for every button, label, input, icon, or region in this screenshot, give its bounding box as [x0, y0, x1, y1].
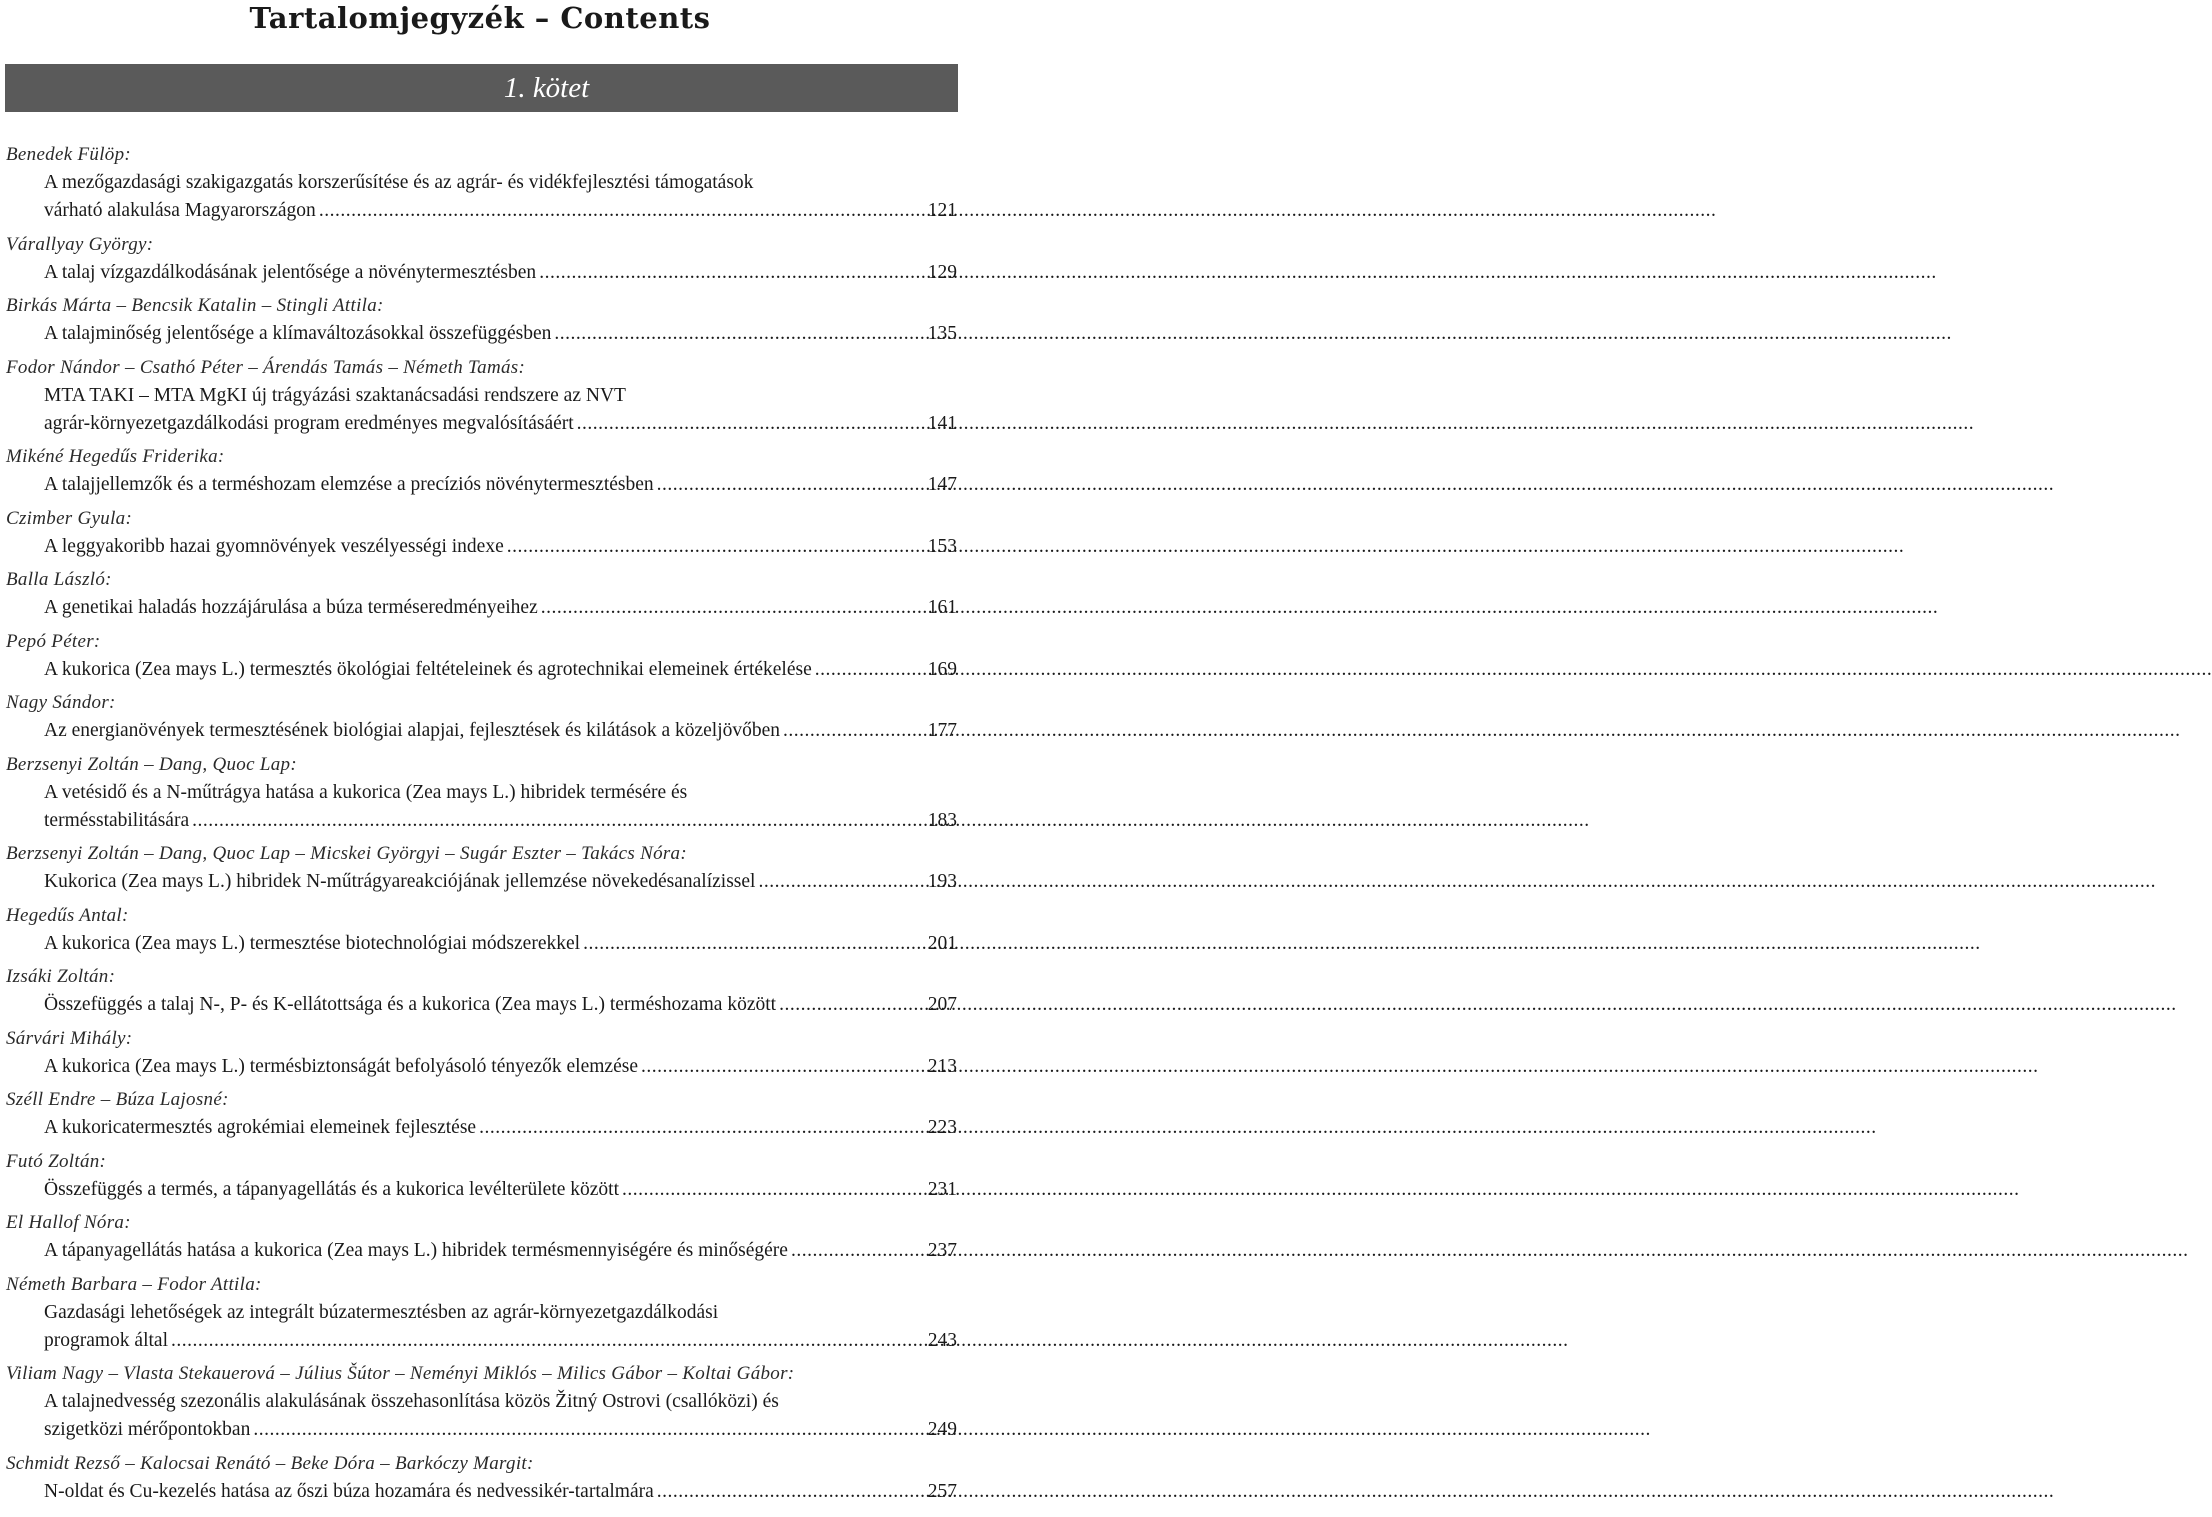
toc-entry-title: N-oldat és Cu-kezelés hatása az őszi búza hozamára és nedvessikér-tartalmára: [44, 1480, 654, 1502]
toc-entry-title-line: [0, 1299, 960, 1327]
toc-entry-author: Izsáki Zoltán:: [6, 966, 116, 987]
toc-entry-page-number[interactable]: 207: [927, 994, 957, 1015]
toc-entry-page-number[interactable]: 257: [927, 1480, 957, 1502]
dot-leader: [507, 533, 925, 561]
toc-entry-title-line: [0, 594, 960, 622]
toc-entry-author: Schmidt Rezső – Kalocsai Renátó – Beke Dóra – Barkóczy Margit:: [6, 1452, 534, 1474]
dot-leader: [783, 717, 925, 745]
toc-entry-author: Fodor Nándor – Csathó Péter – Árendás Tamás – Németh Tamás:: [6, 356, 526, 378]
toc-entry[interactable]: [0, 751, 960, 835]
toc-entry[interactable]: [0, 505, 960, 561]
toc-entry-author: Berzsenyi Zoltán – Dang, Quoc Lap:: [6, 753, 297, 775]
toc-entry[interactable]: [0, 1209, 960, 1265]
toc-entry-page-number[interactable]: 161: [927, 597, 957, 618]
toc-entry-title: A kukorica (Zea mays L.) termesztés ökológiai feltételeinek és agrotechnikai elemeinek értékelése: [44, 658, 812, 680]
toc-entry-page-number[interactable]: 129: [927, 261, 957, 283]
toc-entry-page-number[interactable]: 193: [927, 871, 957, 892]
toc-entry-page-number[interactable]: 177: [927, 720, 957, 741]
toc-entry-author: Széll Endre – Búza Lajosné:: [6, 1089, 229, 1110]
toc-entry-title: Gazdasági lehetőségek az integrált búzatermesztésben az agrár-környezetgazdálkodási: [44, 1301, 719, 1323]
toc-entry-page-number[interactable]: 141: [927, 412, 957, 434]
toc-entry-author: Németh Barbara – Fodor Attila:: [6, 1273, 262, 1295]
toc-entry-title: agrár-környezetgazdálkodási program eredményes megvalósításáért: [44, 412, 574, 434]
toc-entry[interactable]: [0, 689, 960, 745]
dot-leader: [758, 868, 924, 896]
toc-entry-title-line: [0, 1388, 960, 1416]
toc-entry-title: A leggyakoribb hazai gyomnövények veszélyességi indexe: [44, 535, 504, 557]
toc-entry[interactable]: [0, 292, 960, 348]
toc-entry-author: Nagy Sándor:: [6, 692, 116, 713]
toc-entry-title: Az energianövények termesztésének biológiai alapjai, fejlesztések és kilátások a közeljövőben: [44, 720, 781, 741]
dot-leader: [641, 1053, 925, 1081]
dot-leader: [583, 930, 925, 958]
toc-entry-page-number[interactable]: 147: [927, 474, 957, 495]
toc-entry-author: Várallyay György:: [6, 233, 154, 255]
toc-entry[interactable]: [0, 1148, 960, 1204]
dot-leader: [192, 807, 925, 835]
toc-entry-page-number[interactable]: 135: [927, 323, 957, 344]
toc-entry-title-line: [0, 382, 960, 410]
toc-entry[interactable]: [0, 354, 960, 438]
toc-entry-author: Mikéné Hegedűs Friderika:: [6, 446, 225, 467]
toc-entry-title-line: [0, 868, 960, 896]
toc-entry[interactable]: [0, 231, 960, 287]
toc-entry-title-line: [0, 1327, 960, 1355]
dot-leader: [657, 471, 925, 499]
dot-leader: [541, 594, 925, 622]
toc-entry[interactable]: [0, 443, 960, 499]
toc-entry-title: Összefüggés a termés, a tápanyagellátás és a kukorica levélterülete között: [44, 1178, 620, 1200]
toc-entry-title-line: [0, 1114, 960, 1142]
toc-entry-title-line: [0, 717, 960, 745]
page-title: Tartalomjegyzék – Contents: [249, 1, 711, 35]
toc-entry[interactable]: [0, 1086, 960, 1142]
toc-entry-page-number[interactable]: 169: [927, 658, 957, 680]
toc-entry-page-number[interactable]: 183: [927, 809, 957, 831]
toc-entry-title: A kukorica (Zea mays L.) termesztése biotechnológiai módszerekkel: [44, 932, 581, 954]
toc-entry-author: Hegedűs Antal:: [6, 904, 129, 926]
toc-entry-title: A tápanyagellátás hatása a kukorica (Zea mays L.) hibridek termésmennyiségére és minőségére: [44, 1240, 788, 1261]
toc-entry-page-number[interactable]: 249: [927, 1419, 957, 1440]
toc-entry-title-line: [0, 1053, 960, 1081]
dot-leader: [253, 1416, 924, 1444]
toc-entry-title-line: [0, 930, 960, 958]
toc-entry-title: A talajjellemzők és a terméshozam elemzése a precíziós növénytermesztésben: [44, 474, 654, 495]
toc-entry-author: Balla László:: [6, 569, 112, 590]
toc-entry-title: programok által: [44, 1329, 168, 1351]
toc-entry-title-line: [0, 807, 960, 835]
toc-entry-title-line: [0, 656, 960, 684]
toc-entry-page-number[interactable]: 223: [927, 1117, 957, 1138]
toc-entry[interactable]: [0, 1360, 960, 1444]
toc-entry-title: A kukoricatermesztés agrokémiai elemeinek fejlesztése: [44, 1117, 477, 1138]
toc-entry-title-line: [0, 471, 960, 499]
toc-entry[interactable]: [0, 963, 960, 1019]
toc-entry[interactable]: [0, 628, 960, 684]
dot-leader: [815, 656, 925, 684]
toc-entry-title-line: [0, 169, 960, 197]
dot-leader: [657, 1478, 925, 1506]
toc-entry-author: Futó Zoltán:: [6, 1150, 107, 1172]
toc-entry[interactable]: [0, 1025, 960, 1081]
toc-entry-author: Birkás Márta – Bencsik Katalin – Stingli Attila:: [6, 295, 384, 316]
toc-entry-title: A kukorica (Zea mays L.) termésbiztonságát befolyásoló tényezők elemzése: [44, 1055, 638, 1077]
toc-entry-page-number[interactable]: 231: [927, 1178, 957, 1200]
toc-entry-title: A genetikai haladás hozzájárulása a búza terméseredményeihez: [44, 597, 538, 618]
toc-entry-page-number[interactable]: 201: [927, 932, 957, 954]
dot-leader: [319, 197, 925, 225]
toc-entry-page-number[interactable]: 237: [927, 1240, 957, 1261]
dot-leader: [779, 991, 925, 1019]
toc-entry-title-line: [0, 1478, 960, 1506]
toc-entry-title: A mezőgazdasági szakigazgatás korszerűsítése és az agrár- és vidékfejlesztési támogatások: [44, 172, 754, 193]
toc-entry-author: Sárvári Mihály:: [6, 1027, 133, 1049]
toc-entry-title-line: [0, 533, 960, 561]
toc-entry-title-line: [0, 410, 960, 438]
volume-header-bar: [5, 64, 958, 112]
toc-entry-author: Benedek Fülöp:: [6, 144, 132, 165]
toc-entry[interactable]: [0, 141, 960, 225]
toc-entry-title: A talajnedvesség szezonális alakulásának összehasonlítása közös Žitný Ostrovi (csallóközi) és: [44, 1391, 779, 1412]
toc-entry-title: várható alakulása Magyarországon: [44, 200, 316, 221]
table-of-contents: [0, 141, 960, 1511]
toc-entry-author: Czimber Gyula:: [6, 507, 133, 529]
dot-leader: [554, 320, 924, 348]
volume-label: 1. kötet: [503, 71, 590, 104]
dot-leader: [479, 1114, 925, 1142]
toc-entry-page-number[interactable]: 243: [927, 1329, 957, 1351]
toc-entry-page-number[interactable]: 213: [927, 1055, 957, 1077]
toc-entry-title: MTA TAKI – MTA MgKI új trágyázási szaktanácsadási rendszere az NVT: [44, 384, 626, 406]
toc-entry-title-line: [0, 991, 960, 1019]
toc-entry-title: termésstabilitására: [44, 809, 190, 831]
toc-entry-page-number[interactable]: 153: [927, 535, 957, 557]
toc-entry[interactable]: [0, 902, 960, 958]
dot-leader: [539, 259, 925, 287]
toc-entry-author: El Hallof Nóra:: [6, 1212, 131, 1233]
dot-leader: [622, 1176, 925, 1204]
toc-entry-title-line: [0, 259, 960, 287]
toc-entry[interactable]: [0, 840, 960, 896]
toc-entry-title-line: [0, 197, 960, 225]
toc-entry-title-line: [0, 1237, 960, 1265]
toc-entry-title-line: [0, 1176, 960, 1204]
toc-entry-author: Viliam Nagy – Vlasta Stekauerová – Július Šútor – Neményi Miklós – Milics Gábor – Koltai Gábor:: [6, 1363, 795, 1384]
toc-entry-title-line: [0, 779, 960, 807]
toc-entry-title: A vetésidő és a N-műtrágya hatása a kukorica (Zea mays L.) hibridek termésére és: [44, 781, 688, 803]
toc-entry-title: Összefüggés a talaj N-, P- és K-ellátottsága és a kukorica (Zea mays L.) terméshozama között: [44, 994, 777, 1015]
toc-entry-author: Berzsenyi Zoltán – Dang, Quoc Lap – Micskei Györgyi – Sugár Eszter – Takács Nóra:: [6, 843, 687, 864]
toc-entry-title: Kukorica (Zea mays L.) hibridek N-műtrágyareakciójának jellemzése növekedésanalízissel: [44, 871, 756, 892]
toc-entry[interactable]: [0, 566, 960, 622]
toc-entry-page-number[interactable]: 121: [927, 200, 957, 221]
toc-entry-author: Pepó Péter:: [6, 630, 101, 652]
toc-entry-title-line: [0, 1416, 960, 1444]
toc-entry-title: A talaj vízgazdálkodásának jelentősége a növénytermesztésben: [44, 261, 537, 283]
toc-entry[interactable]: [0, 1271, 960, 1355]
dot-leader: [171, 1327, 925, 1355]
toc-entry[interactable]: [0, 1450, 960, 1506]
dot-leader: [577, 410, 925, 438]
toc-entry-title: A talajminőség jelentősége a klímaváltozásokkal összefüggésben: [44, 323, 552, 344]
toc-entry-title: szigetközi mérőpontokban: [44, 1419, 251, 1440]
toc-entry-title-line: [0, 320, 960, 348]
dot-leader: [791, 1237, 925, 1265]
